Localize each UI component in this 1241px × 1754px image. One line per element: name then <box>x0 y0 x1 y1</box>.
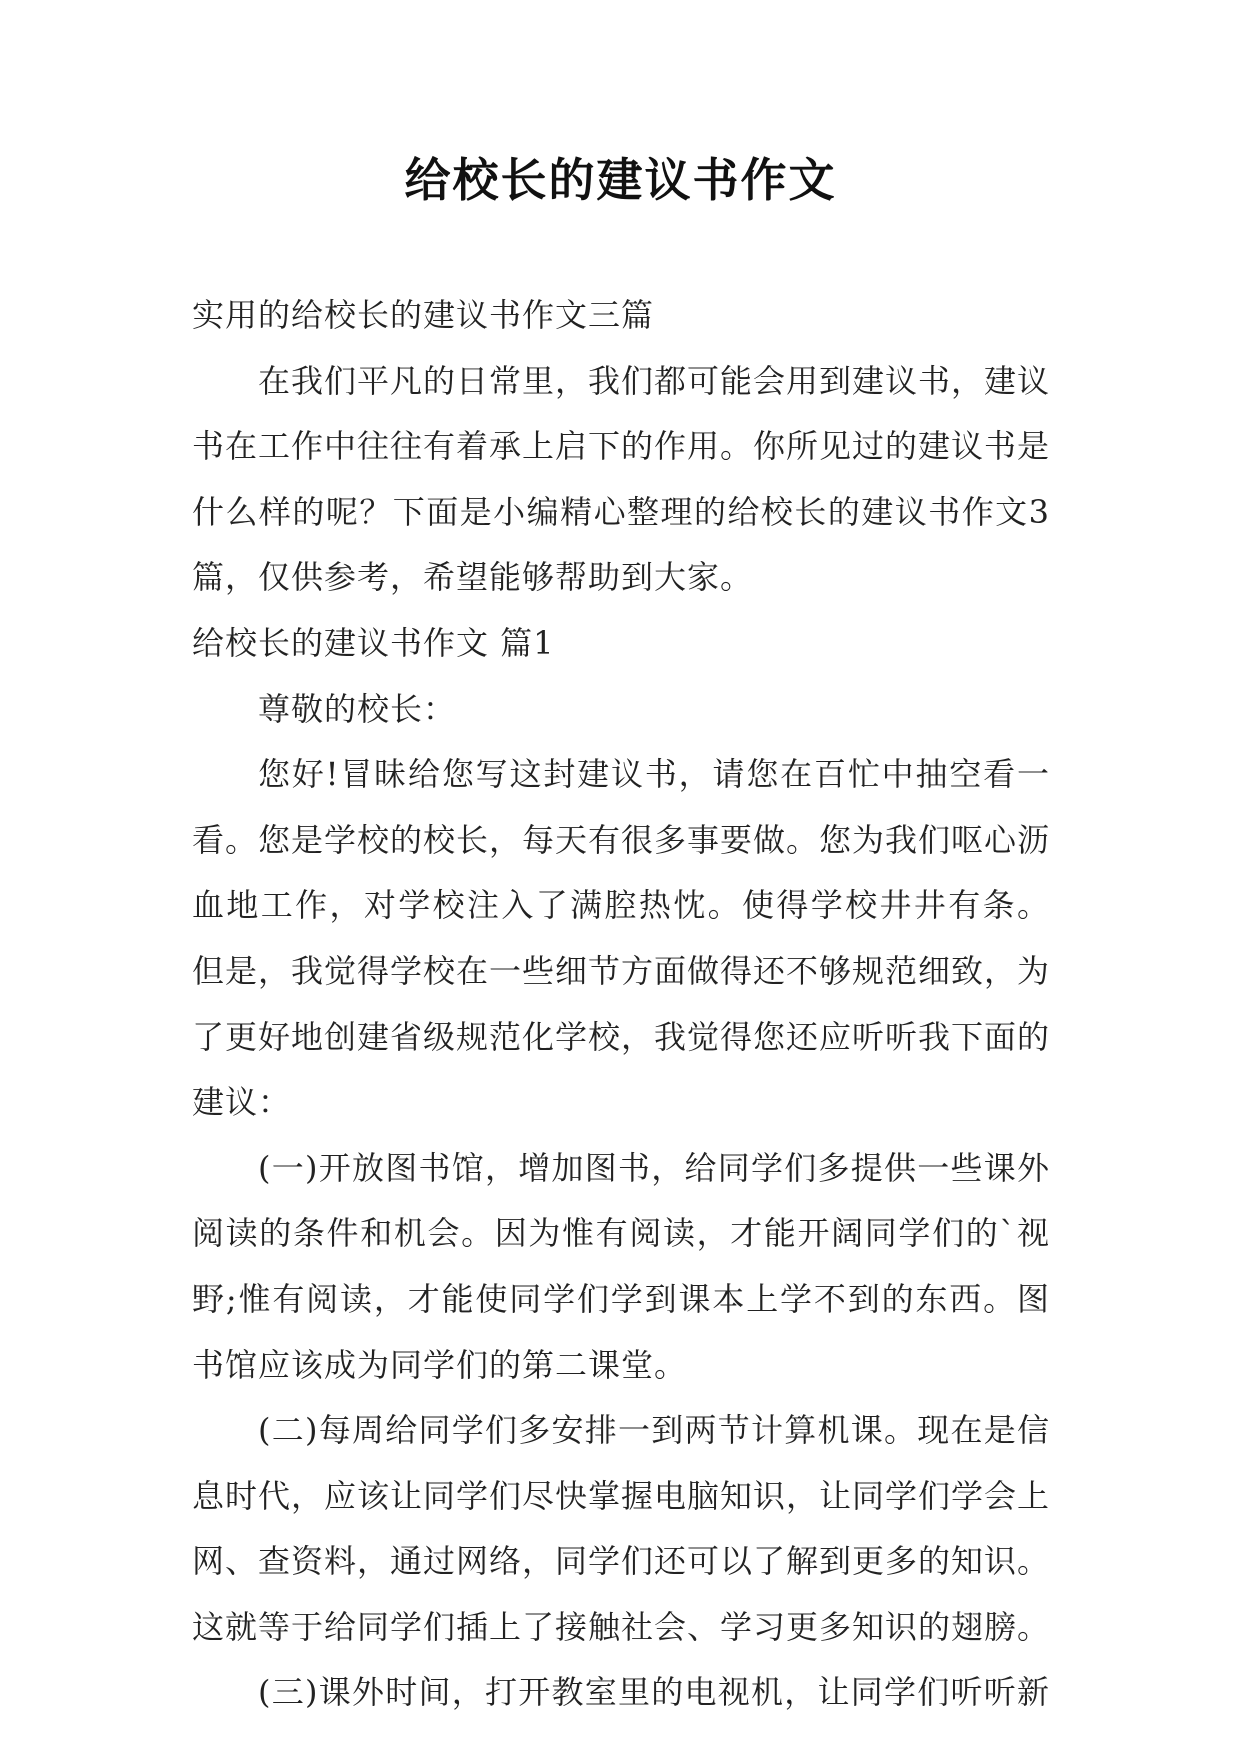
paragraph-line: (二)每周给同学们多安排一到两节计算机课。现在是信 <box>258 1411 1050 1450</box>
paragraph-line: 看。您是学校的校长，每天有很多事要做。您为我们呕心沥 <box>192 820 1051 859</box>
paragraph-line: 什么样的呢？下面是小编精心整理的给校长的建议书作文3 <box>192 492 1050 531</box>
paragraph-line: 网、查资料，通过网络，同学们还可以了解到更多的知识。 <box>192 1542 1051 1581</box>
paragraph-line: 在我们平凡的日常里，我们都可能会用到建议书，建议 <box>258 361 1051 400</box>
subtitle-line: 实用的给校长的建议书作文三篇 <box>192 296 655 334</box>
paragraph-line: 书在工作中往往有着承上启下的作用。你所见过的建议书是 <box>192 427 1051 466</box>
paragraph-line: 您好!冒昧给您写这封建议书，请您在百忙中抽空看一 <box>258 755 1050 794</box>
paragraph-line: 血地工作，对学校注入了满腔热忱。使得学校井井有条。 <box>192 886 1050 925</box>
paragraph-line: 阅读的条件和机会。因为惟有阅读，才能开阔同学们的`视 <box>192 1214 1050 1253</box>
salutation-line: 尊敬的校长： <box>258 689 457 728</box>
paragraph-line: 建议： <box>192 1083 292 1122</box>
paragraph-line: (三)课外时间，打开教室里的电视机，让同学们听听新 <box>258 1673 1050 1712</box>
document-body <box>192 283 1050 1726</box>
section-heading: 给校长的建议书作文 篇1 <box>192 623 555 662</box>
paragraph-line: 篇，仅供参考，希望能够帮助到大家。 <box>192 558 754 597</box>
paragraph-line: (一)开放图书馆，增加图书，给同学们多提供一些课外 <box>258 1148 1050 1187</box>
paragraph-line: 野;惟有阅读，才能使同学们学到课本上学不到的东西。图 <box>192 1279 1050 1318</box>
document-title: 给校长的建议书作文 <box>404 153 837 207</box>
paragraph-line: 但是，我觉得学校在一些细节方面做得还不够规范细致，为 <box>192 951 1051 990</box>
paragraph-line: 这就等于给同学们插上了接触社会、学习更多知识的翅膀。 <box>192 1607 1051 1646</box>
paragraph-line: 书馆应该成为同学们的第二课堂。 <box>192 1345 688 1384</box>
paragraph-line: 了更好地创建省级规范化学校，我觉得您还应听听我下面的 <box>192 1017 1051 1056</box>
paragraph-line: 息时代，应该让同学们尽快掌握电脑知识，让同学们学会上 <box>192 1476 1051 1515</box>
